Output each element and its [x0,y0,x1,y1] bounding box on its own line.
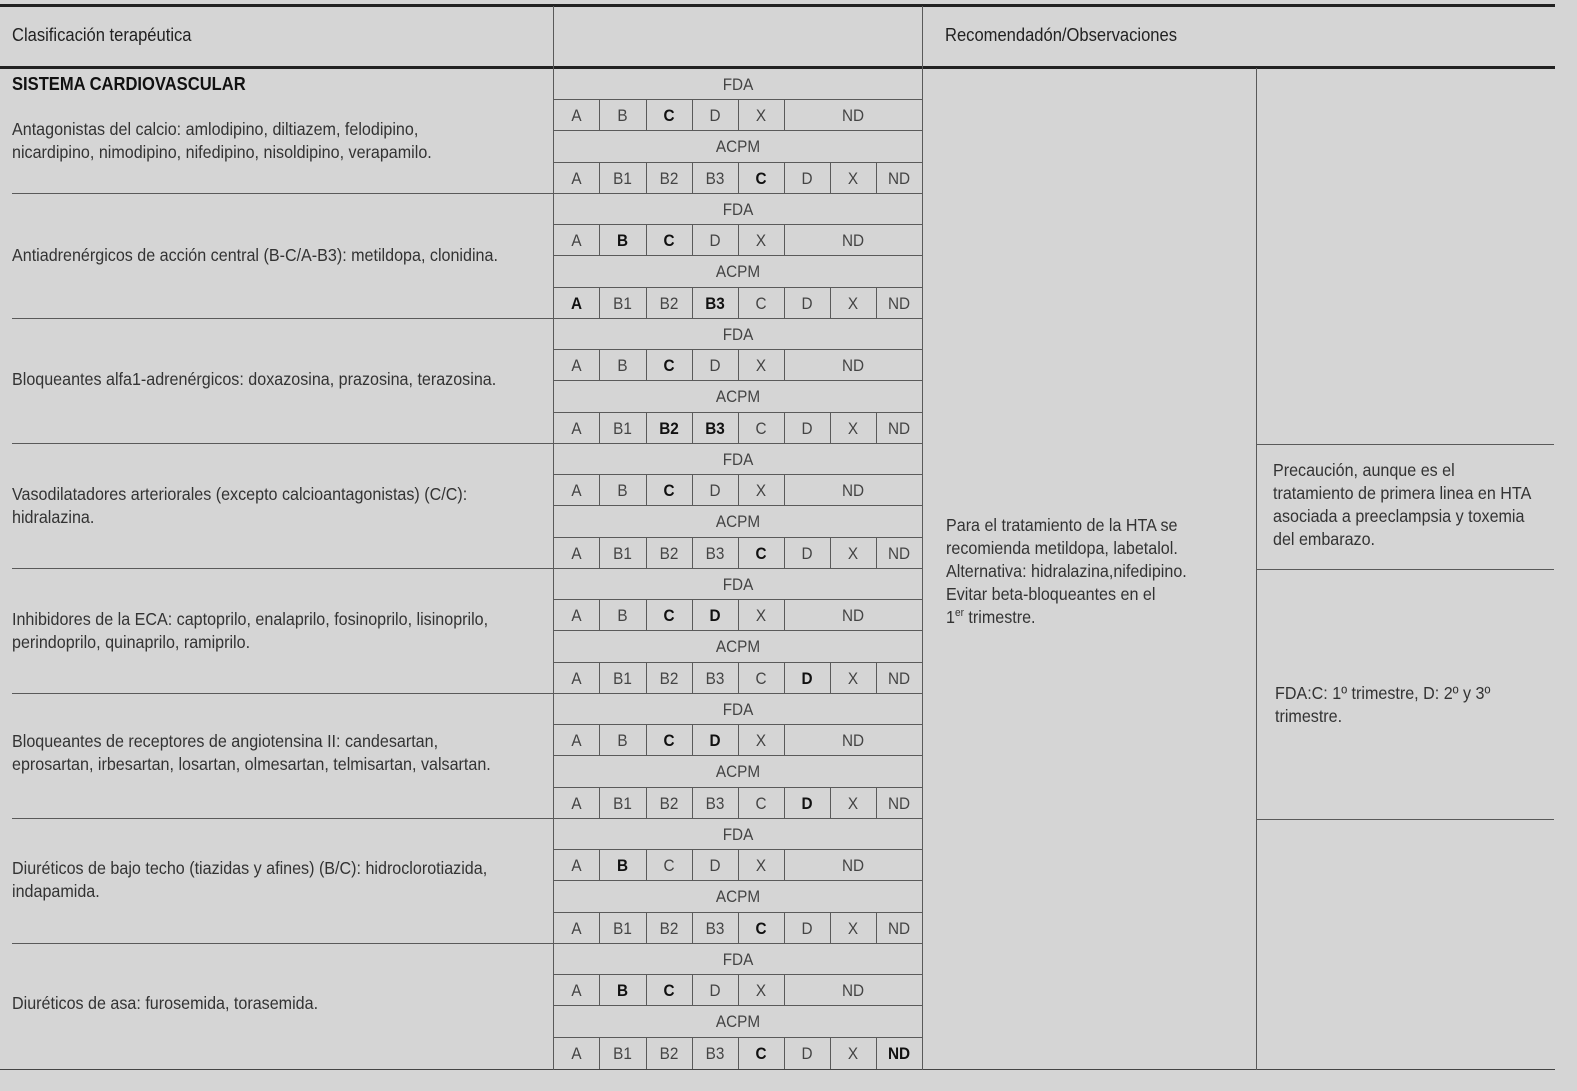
grid-line [738,788,739,819]
grid-line [738,913,739,944]
fda-category-c: C [663,480,675,500]
acpm-category-b2: B2 [659,418,679,438]
acpm-category-d: D [801,1043,813,1063]
acpm-category-d: D [801,918,813,938]
grid-line [646,850,647,881]
acpm-category-d: D [801,668,813,688]
acpm-category-b3: B3 [705,1043,725,1063]
grid-line [692,225,693,256]
fda-label: FDA [722,449,754,469]
acpm-category-a: A [571,668,582,688]
acpm-category-x: X [847,293,859,313]
acpm-label: ACPM [715,762,761,781]
fda-category-x: X [755,230,767,250]
grid-line [692,788,693,819]
grid-line [784,413,785,444]
grid-line [646,288,647,319]
grid-line [599,100,600,131]
acpm-label: ACPM [715,262,761,281]
acpm-category-nd: ND [887,668,911,688]
acpm-category-x: X [847,668,859,688]
grid-line [692,350,693,381]
acpm-category-d: D [801,168,813,188]
acpm-category-x: X [847,168,859,188]
fda-category-d: D [709,855,721,875]
observation-ieca-ara: FDA:C: 1º trimestre, D: 2º y 3º trimestre. [1275,683,1491,726]
acpm-category-b1: B1 [613,418,632,438]
fda-category-a: A [571,605,582,625]
grid-line [830,413,831,444]
trimester-suffix: er [954,607,964,620]
grid-line [646,350,647,381]
acpm-category-d: D [801,793,813,813]
grid-line [692,413,693,444]
fda-label: FDA [722,699,754,719]
fda-category-a: A [571,355,582,375]
grid-line [599,850,600,881]
fda-category-c: C [663,230,675,250]
grid-line [784,663,785,694]
grid-line [646,475,647,506]
grid-line [876,663,877,694]
acpm-category-x: X [847,418,859,438]
top-rule [0,4,1555,7]
fda-category-d: D [709,105,721,125]
acpm-category-nd: ND [887,293,911,313]
fda-category-x: X [755,480,767,500]
grid-line [599,725,600,756]
header-clasificacion: Clasificación terapéutica [12,25,192,45]
acpm-category-a: A [571,168,582,188]
grid-line [692,288,693,319]
col-divider-1 [553,6,554,1070]
grid-line [692,538,693,569]
grid-line [599,1038,600,1069]
grid-line [738,600,739,631]
grid-line [784,225,785,256]
grid-line [599,225,600,256]
fda-category-c: C [663,730,675,750]
drug-class-label: Diuréticos de asa: furosemida, torasemida. [12,993,319,1013]
fda-category-x: X [755,355,767,375]
fda-category-b: B [617,480,628,500]
recommendation-line-5 [946,606,1250,629]
grid-line [646,538,647,569]
grid-line [784,1038,785,1069]
fda-category-x: X [755,605,767,625]
grid-line [738,1038,739,1069]
drug-class-label: Vasodilatadores arteriorales (excepto calcioantagonistas) (C/C): hidralazina. [12,484,468,527]
acpm-category-c: C [755,418,767,438]
grid-line [784,850,785,881]
acpm-category-c: C [755,168,767,188]
grid-line [784,163,785,194]
fda-category-a: A [571,730,582,750]
acpm-category-b1: B1 [613,918,632,938]
acpm-category-b2: B2 [659,543,679,563]
grid-line [876,788,877,819]
grid-line [599,975,600,1006]
fda-category-c: C [663,105,675,125]
grid-line [784,788,785,819]
grid-line [646,1038,647,1069]
grid-line [646,600,647,631]
grid-line [738,225,739,256]
fda-category-x: X [755,855,767,875]
fda-category-a: A [571,230,582,250]
grid-line [830,538,831,569]
recommendation-line-3: Alternativa: hidralazina,nifedipino. [946,561,1187,581]
fda-category-nd: ND [841,480,865,500]
fda-label: FDA [722,824,754,844]
grid-line [599,163,600,194]
grid-line [738,725,739,756]
fda-label: FDA [722,74,754,94]
acpm-category-b1: B1 [613,668,632,688]
acpm-category-x: X [847,793,859,813]
acpm-category-b3: B3 [705,418,725,438]
grid-line [692,975,693,1006]
recommendation-line-2: recomienda metildopa, labetalol. [946,538,1178,558]
drug-class-label: Inhibidores de la ECA: captoprilo, enalaprilo, fosinoprilo, lisinoprilo, perindoprilo, quinaprilo, ramiprilo. [12,609,489,652]
acpm-label: ACPM [715,137,761,156]
grid-line [784,538,785,569]
acpm-category-c: C [755,1043,767,1063]
obs-divider-1 [1256,444,1554,445]
trimester-number: 1 [946,607,955,627]
fda-category-nd: ND [841,730,865,750]
drug-class-label: Bloqueantes de receptores de angiotensina II: candesartan, eprosartan, irbesartan, losartan, olmesartan, telmisartan, valsartan. [12,731,491,774]
observation-vasodilatadores: Precaución, aunque es el tratamiento de primera linea en HTA asociada a preeclampsia y toxemia del embarazo. [1273,460,1532,549]
acpm-category-d: D [801,418,813,438]
acpm-category-b2: B2 [659,668,679,688]
fda-category-a: A [571,105,582,125]
grid-line [646,663,647,694]
drug-class-label: Antiadrenérgicos de acción central (B-C/A-B3): metildopa, clonidina. [12,245,498,265]
acpm-category-a: A [570,293,583,313]
section-title: SISTEMA CARDIOVASCULAR [12,74,246,94]
fda-category-x: X [755,980,767,1000]
acpm-category-b3: B3 [705,793,725,813]
acpm-category-b3: B3 [705,293,725,313]
fda-category-d: D [709,480,721,500]
drug-class-label: Antagonistas del calcio: amlodipino, diltiazem, felodipino, nicardipino, nimodipino, nifedipino, nisoldipino, verapamilo. [12,119,432,162]
grid-line [784,975,785,1006]
fda-category-nd: ND [841,230,865,250]
bottom-rule [0,1069,1555,1070]
acpm-category-c: C [755,918,767,938]
grid-line [646,413,647,444]
grid-line [876,538,877,569]
grid-line [784,600,785,631]
acpm-label: ACPM [715,512,761,531]
acpm-category-a: A [571,543,582,563]
acpm-category-x: X [847,918,859,938]
acpm-category-b3: B3 [705,918,725,938]
acpm-category-d: D [801,293,813,313]
fda-label: FDA [722,199,754,219]
fda-category-nd: ND [841,355,865,375]
grid-line [692,663,693,694]
fda-category-d: D [709,730,721,750]
fda-category-x: X [755,730,767,750]
acpm-category-a: A [571,418,582,438]
grid-line [784,288,785,319]
grid-line [646,225,647,256]
acpm-category-b2: B2 [659,793,679,813]
grid-line [784,913,785,944]
fda-label: FDA [722,324,754,344]
drug-class-label: Diuréticos de bajo techo (tiazidas y afines) (B/C): hidroclorotiazida, indapamida. [12,858,488,901]
grid-line [738,538,739,569]
grid-line [599,413,600,444]
acpm-category-a: A [571,1043,582,1063]
fda-category-a: A [571,980,582,1000]
fda-category-b: B [617,605,628,625]
acpm-category-b2: B2 [659,168,679,188]
fda-category-nd: ND [841,605,865,625]
grid-line [830,1038,831,1069]
grid-line [784,350,785,381]
grid-line [599,538,600,569]
grid-line [830,663,831,694]
acpm-category-a: A [571,918,582,938]
fda-category-b: B [616,230,629,250]
acpm-category-b3: B3 [705,668,725,688]
fda-category-c: C [663,605,675,625]
grid-line [646,975,647,1006]
grid-line [876,1038,877,1069]
acpm-category-x: X [847,543,859,563]
obs-divider-3 [1256,819,1554,820]
grid-line [738,413,739,444]
grid-line [738,163,739,194]
acpm-label: ACPM [715,637,761,656]
fda-category-b: B [616,855,629,875]
grid-line [830,288,831,319]
grid-line [646,725,647,756]
fda-category-d: D [709,605,721,625]
obs-divider-2 [1256,569,1554,570]
grid-line [599,288,600,319]
acpm-category-b1: B1 [613,793,632,813]
fda-category-nd: ND [841,980,865,1000]
drug-class-label: Bloqueantes alfa1-adrenérgicos: doxazosina, prazosina, terazosina. [12,369,497,389]
grid-line [692,100,693,131]
fda-label: FDA [722,949,754,969]
fda-category-d: D [709,355,721,375]
grid-line [738,850,739,881]
acpm-category-c: C [755,293,767,313]
grid-line [738,288,739,319]
acpm-category-b2: B2 [659,1043,679,1063]
acpm-label: ACPM [715,1012,761,1031]
grid-line [692,475,693,506]
recommendation-line-1: Para el tratamiento de la HTA se [946,515,1178,535]
fda-category-b: B [617,730,628,750]
fda-category-nd: ND [841,105,865,125]
acpm-category-b3: B3 [705,543,725,563]
grid-line [876,913,877,944]
fda-category-nd: ND [841,855,865,875]
grid-line [599,475,600,506]
fda-category-d: D [709,230,721,250]
acpm-category-x: X [847,1043,859,1063]
header-recomendacion: Recomendadón/Observaciones [945,25,1177,45]
grid-line [738,350,739,381]
grid-line [830,163,831,194]
grid-line [692,725,693,756]
grid-line [599,788,600,819]
acpm-category-nd: ND [887,543,911,563]
grid-line [830,913,831,944]
fda-category-b: B [616,980,629,1000]
grid-line [738,100,739,131]
acpm-label: ACPM [715,387,761,406]
grid-line [599,913,600,944]
recommendation-text [946,514,1250,629]
fda-category-c: C [663,355,675,375]
fda-category-d: D [709,980,721,1000]
grid-line [876,413,877,444]
acpm-category-b3: B3 [705,168,725,188]
grid-line [599,350,600,381]
acpm-category-d: D [801,543,813,563]
grid-line [692,1038,693,1069]
grid-line [738,975,739,1006]
grid-line [646,100,647,131]
col-divider-2 [922,6,923,1070]
acpm-category-c: C [755,668,767,688]
acpm-category-c: C [755,543,767,563]
grid-line [599,600,600,631]
fda-category-b: B [617,355,628,375]
fda-label: FDA [722,574,754,594]
acpm-category-nd: ND [887,793,911,813]
fda-category-a: A [571,480,582,500]
fda-category-b: B [617,105,628,125]
acpm-category-nd: ND [887,1043,911,1063]
grid-line [784,100,785,131]
grid-line [738,663,739,694]
acpm-category-nd: ND [887,168,911,188]
acpm-category-c: C [755,793,767,813]
fda-category-x: X [755,105,767,125]
grid-line [784,475,785,506]
fda-category-c: C [663,855,675,875]
grid-line [692,913,693,944]
grid-line [876,163,877,194]
grid-line [830,788,831,819]
grid-line [692,600,693,631]
acpm-category-a: A [571,793,582,813]
grid-line [692,163,693,194]
grid-line [692,850,693,881]
grid-line [876,288,877,319]
recommendation-line-4: Evitar beta-bloqueantes en el [946,584,1156,604]
acpm-category-b1: B1 [613,543,632,563]
acpm-category-nd: ND [887,418,911,438]
fda-category-c: C [663,980,675,1000]
grid-line [646,913,647,944]
fda-category-a: A [571,855,582,875]
acpm-category-b2: B2 [659,293,679,313]
acpm-category-b1: B1 [613,293,632,313]
acpm-label: ACPM [715,887,761,906]
grid-line [599,663,600,694]
acpm-category-b1: B1 [613,168,632,188]
grid-line [646,163,647,194]
grid-line [738,475,739,506]
acpm-category-nd: ND [887,918,911,938]
acpm-category-b2: B2 [659,918,679,938]
grid-line [784,725,785,756]
trimester-text: trimestre. [963,607,1036,627]
acpm-category-b1: B1 [613,1043,632,1063]
grid-line [646,788,647,819]
